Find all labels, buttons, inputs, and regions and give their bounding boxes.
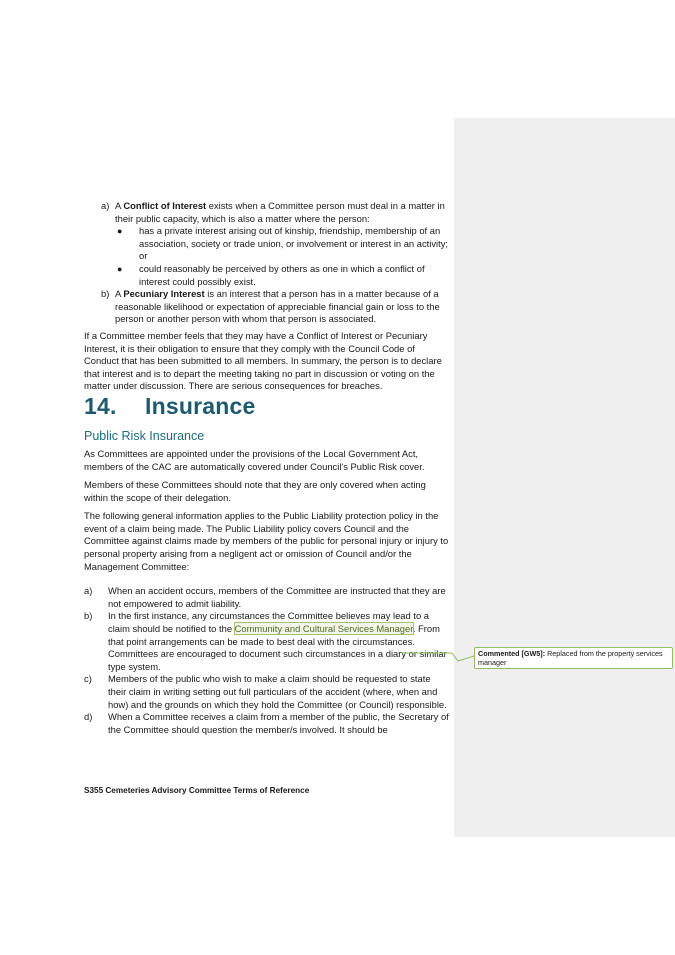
bullet-item xyxy=(84,263,450,288)
claims-list xyxy=(84,585,450,736)
page-body xyxy=(84,200,450,736)
paragraph: The following general information applies to the Public Liability protection policy in the event of a claim being made. The Public Liability policy covers Council and the Committee against claims made by members of the public for personal injury or injury to personal property arising from a negligent act or omission of Council and/or the Management Committee: xyxy=(84,510,449,572)
commented-text-highlight[interactable]: Community and Cultural Services Manager xyxy=(234,623,413,635)
comment-balloon[interactable] xyxy=(474,647,673,669)
subheading: Public Risk Insurance xyxy=(84,428,205,443)
list-item-label: a) xyxy=(84,585,93,597)
item-label: a) xyxy=(101,200,110,211)
bullet-item xyxy=(84,225,450,263)
item-text: exists when a Committee person must deal in a matter in their public capacity, which is also a matter where the person: xyxy=(115,200,445,224)
section-number: 14. xyxy=(84,392,117,419)
list-item xyxy=(84,673,450,711)
term-pecuniary-interest: Pecuniary Interest xyxy=(123,288,205,300)
conflict-paragraph: If a Committee member feels that they may have a Conflict of Interest or Pecuniary Interest, it is their obligation to ensure that they comply with the Council Code of Conduct that has been submitted to all members. In summary, the person is to declare that interest and is to depart the meeting taking no part in discussion or voting on the matter under discussion. There are serious consequences for breaches. xyxy=(84,329,442,392)
section-heading xyxy=(84,393,450,419)
list-item-label: c) xyxy=(84,673,92,685)
term-conflict-of-interest: Conflict of Interest xyxy=(123,200,207,211)
list-item-text: When an accident occurs, members of the Committee are instructed that they are not empowered to admit liability. xyxy=(108,585,446,609)
list-item-label: d) xyxy=(84,711,93,723)
comment-text: Replaced from the property services manager xyxy=(478,649,663,668)
list-item-text: Members of the public who wish to make a claim should be requested to state their claim in writing setting out full particulars of the accident (where, when and how) and the grounds on which they hold the Committee (or Council) responsible. xyxy=(108,673,447,710)
list-item xyxy=(84,610,450,673)
bullet-icon: ● xyxy=(117,263,123,274)
comment-margin-panel xyxy=(454,118,675,837)
item-text-pre: A xyxy=(115,288,124,300)
page-footer: S355 Cemeteries Advisory Committee Terms of Reference xyxy=(84,786,310,795)
list-item-text: When a Committee receives a claim from a member of the public, the Secretary of the Committee should question the member/s involved. It should be xyxy=(108,711,449,735)
item-label: b) xyxy=(101,288,110,300)
list-item xyxy=(84,711,450,736)
bullet-icon: ● xyxy=(117,226,123,237)
conflict-of-interest-item xyxy=(84,200,450,225)
list-item-text: . From that point arrangements can be made to best deal with the circumstances. Committees are encouraged to document such circumstances in a diary or similar type system. xyxy=(108,623,447,672)
bullet-text: could reasonably be perceived by others as one in which a conflict of interest could possibly exist. xyxy=(139,262,425,287)
list-item-text: In the first instance, any circumstances the Committee believes may lead to a claim should be notified to the xyxy=(108,610,429,635)
list-item-label: b) xyxy=(84,610,93,622)
list-item xyxy=(84,585,450,610)
item-text-pre: A xyxy=(115,200,124,211)
comment-author: Commented [GW5]: xyxy=(478,649,546,658)
paragraph: As Committees are appointed under the provisions of the Local Government Act, members of the CAC are automatically covered under Council's Public Risk cover. xyxy=(84,447,425,472)
bullet-text: has a private interest arising out of kinship, friendship, membership of an association, society or trade union, or involvement or interest in an activity; or xyxy=(139,225,449,262)
item-text: is an interest that a person has in a matter because of a reasonable likelihood or expectation of appreciable financial gain or loss to the person or another person with whom that person is associated. xyxy=(115,288,440,325)
section-title: Insurance xyxy=(145,392,256,419)
pecuniary-interest-item xyxy=(84,288,450,326)
paragraph: Members of these Committees should note that they are only covered when acting within the scope of their delegation. xyxy=(84,479,426,503)
